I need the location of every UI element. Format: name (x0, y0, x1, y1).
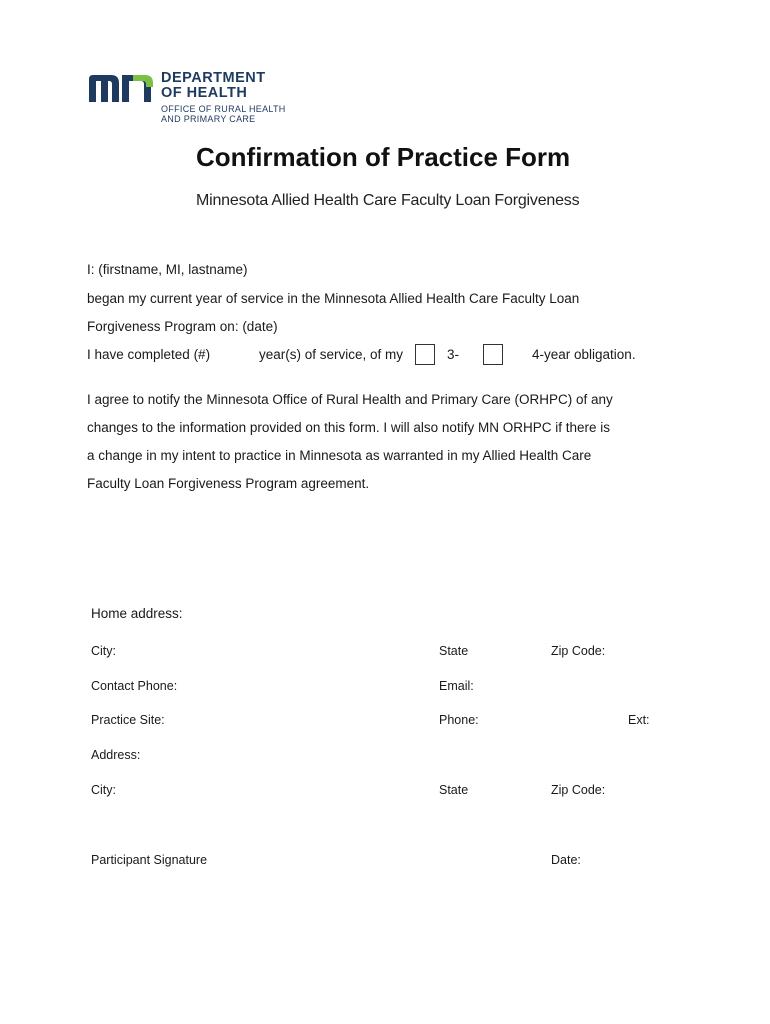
signature-label: Participant Signature (91, 853, 208, 867)
home-address-label: Home address: (91, 606, 183, 621)
phone-label: Phone: (439, 713, 479, 727)
practice-zip-label: Zip Code: (551, 783, 606, 797)
mdh-logo (89, 71, 289, 127)
practice-state-label: State (439, 783, 469, 797)
date-label: Date: (551, 853, 581, 867)
ext-label: Ext: (628, 713, 650, 727)
page-subtitle: Minnesota Allied Health Care Faculty Loan Forgiveness (196, 192, 580, 209)
agreement-line-4: Faculty Loan Forgiveness Program agreement. (87, 476, 370, 491)
began-line-1: began my current year of service in the Minnesota Allied Health Care Faculty Loan (87, 291, 580, 306)
state-label: State (439, 644, 469, 658)
contact-phone-label: Contact Phone: (91, 679, 178, 693)
completed-label: I have completed (#) (87, 347, 211, 362)
four-year-checkbox[interactable] (483, 344, 503, 365)
logo-office-text (161, 104, 286, 124)
logo-line-4: AND PRIMARY CARE (161, 114, 256, 124)
address-label: Address: (91, 748, 141, 762)
agreement-line-1: I agree to notify the Minnesota Office of Rural Health and Primary Care (ORHPC) of any (87, 392, 613, 407)
agreement-line-2: changes to the information provided on this form. I will also notify MN ORHPC if there is (87, 420, 610, 435)
logo-line-2: OF HEALTH (161, 85, 248, 101)
years-label: year(s) of service, of my (259, 347, 404, 362)
logo-line-1: DEPARTMENT (161, 70, 266, 86)
three-year-label: 3- (447, 347, 460, 362)
began-line-2: Forgiveness Program on: (date) (87, 319, 278, 334)
page-title: Confirmation of Practice Form (196, 142, 571, 172)
practice-site-label: Practice Site: (91, 713, 165, 727)
name-line: I: (firstname, MI, lastname) (87, 262, 248, 277)
logo-department-text (161, 71, 266, 101)
zip-label: Zip Code: (551, 644, 606, 658)
email-label: Email: (439, 679, 474, 693)
agreement-line-3: a change in my intent to practice in Minnesota as warranted in my Allied Health Care (87, 448, 592, 463)
city-label: City: (91, 644, 116, 658)
practice-city-label: City: (91, 783, 116, 797)
logo-line-3: OFFICE OF RURAL HEALTH (161, 104, 286, 114)
mn-logo-icon (89, 73, 155, 103)
four-year-label: 4-year obligation. (532, 347, 636, 362)
three-year-checkbox[interactable] (415, 344, 435, 365)
